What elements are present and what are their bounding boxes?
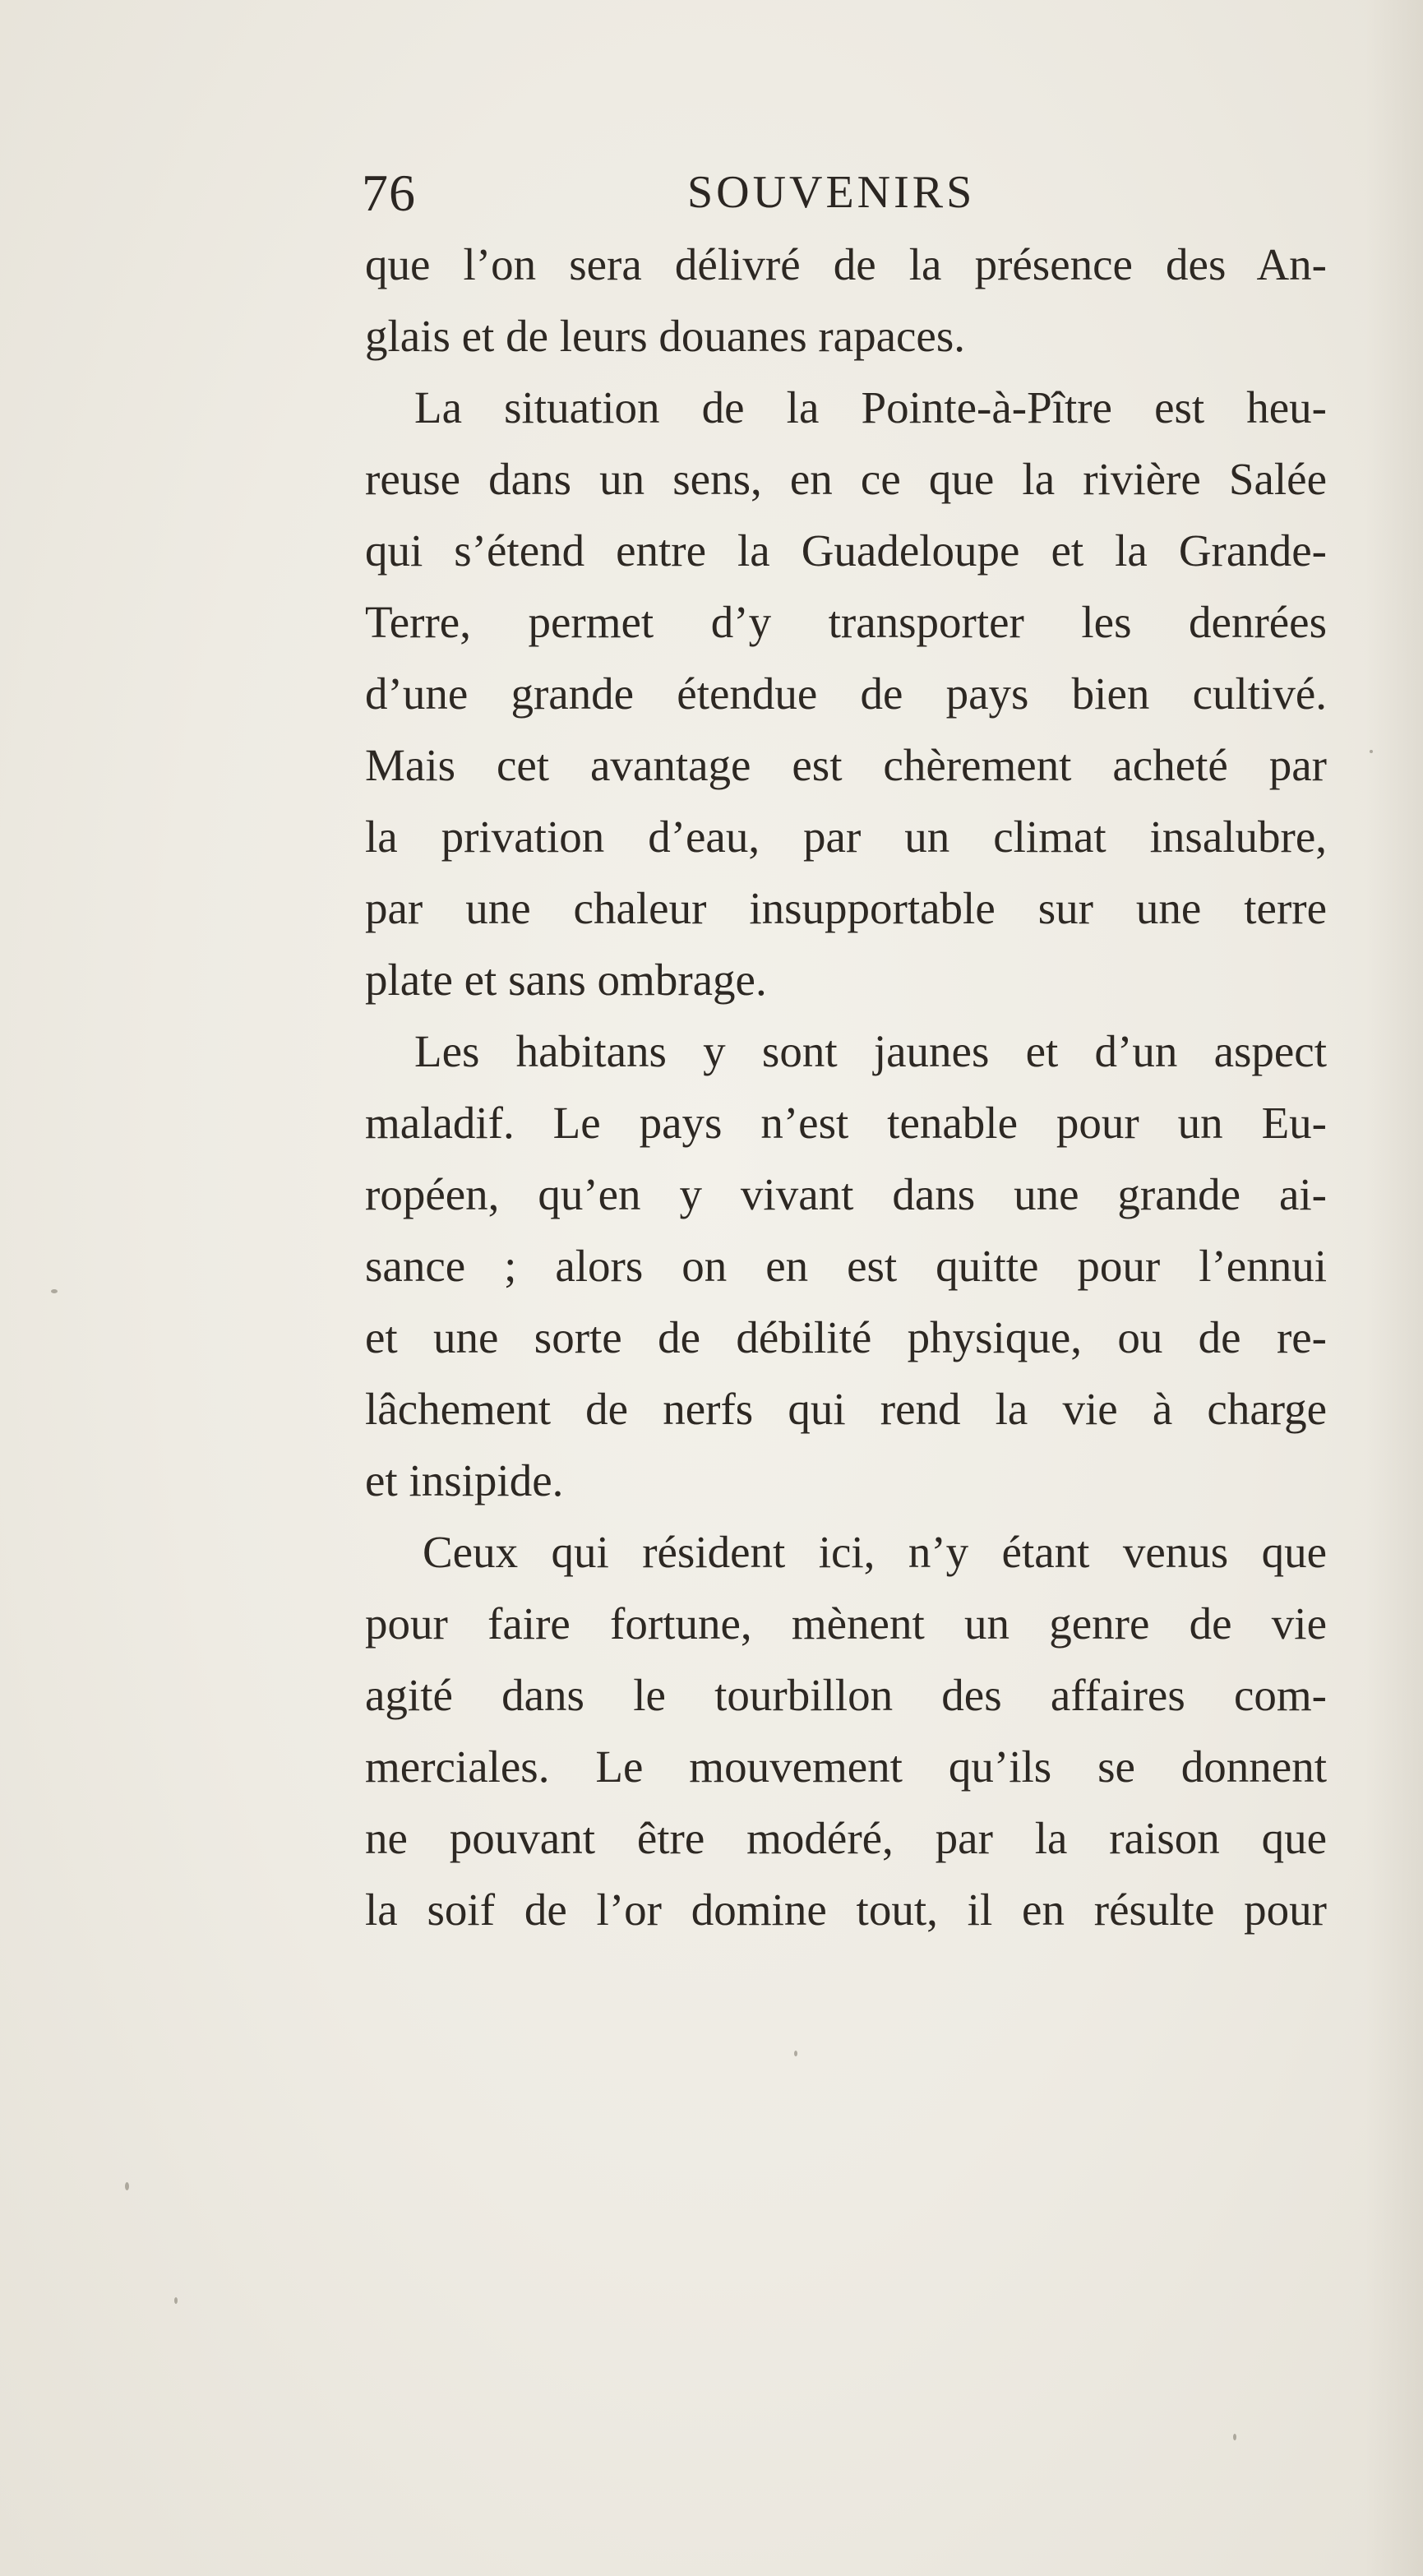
text-line: Les habitans y sont jaunes et d’un aspect [414, 1026, 1327, 1076]
text-line: la privation d’eau, par un climat insalubre, [365, 812, 1327, 862]
text-line: merciales. Le mouvement qu’ils se donnent [365, 1741, 1327, 1792]
text-line: Mais cet avantage est chèrement acheté par [365, 740, 1327, 790]
text-line: que l’on sera délivré de la présence des An- [365, 239, 1327, 289]
text-line: et insipide. [365, 1455, 564, 1505]
text-line: lâchement de nerfs qui rend la vie à charge [365, 1384, 1327, 1434]
text-line: Ceux qui résident ici, n’y étant venus que [423, 1527, 1327, 1577]
page-number: 76 [362, 164, 416, 222]
text-line: qui s’étend entre la Guadeloupe et la Grande- [365, 525, 1327, 576]
text-line: par une chaleur insupportable sur une terre [365, 883, 1327, 933]
paper-speck [1233, 2434, 1236, 2440]
paper-speck [51, 1289, 58, 1293]
paper-speck [174, 2297, 178, 2304]
text-line: plate et sans ombrage. [365, 955, 767, 1005]
text-line: Terre, permet d’y transporter les denrées [365, 597, 1327, 647]
running-title: SOUVENIRS [687, 167, 976, 218]
paper-speck [125, 2182, 129, 2190]
running-head [362, 163, 1003, 229]
text-line: La situation de la Pointe-à-Pître est heu- [414, 382, 1327, 432]
text-line: pour faire fortune, mènent un genre de vie [365, 1598, 1327, 1649]
text-line: d’une grande étendue de pays bien cultivé. [365, 668, 1327, 719]
text-line: sance ; alors on en est quitte pour l’ennui [365, 1241, 1327, 1291]
text-line: reuse dans un sens, en ce que la rivière Salée [365, 454, 1327, 504]
text-line: la soif de l’or domine tout, il en résulte pour [365, 1885, 1327, 1935]
text-line: ne pouvant être modéré, par la raison que [365, 1813, 1327, 1863]
page-edge-shadow [1365, 0, 1423, 2576]
text-line: glais et de leurs douanes rapaces. [365, 311, 965, 361]
paper-speck [1370, 750, 1373, 753]
text-line: agité dans le tourbillon des affaires com- [365, 1670, 1327, 1720]
paper-speck [794, 2051, 797, 2056]
text-line: et une sorte de débilité physique, ou de re- [365, 1312, 1327, 1362]
text-line: ropéen, qu’en y vivant dans une grande ai- [365, 1169, 1327, 1219]
text-line: maladif. Le pays n’est tenable pour un Eu- [365, 1098, 1327, 1148]
